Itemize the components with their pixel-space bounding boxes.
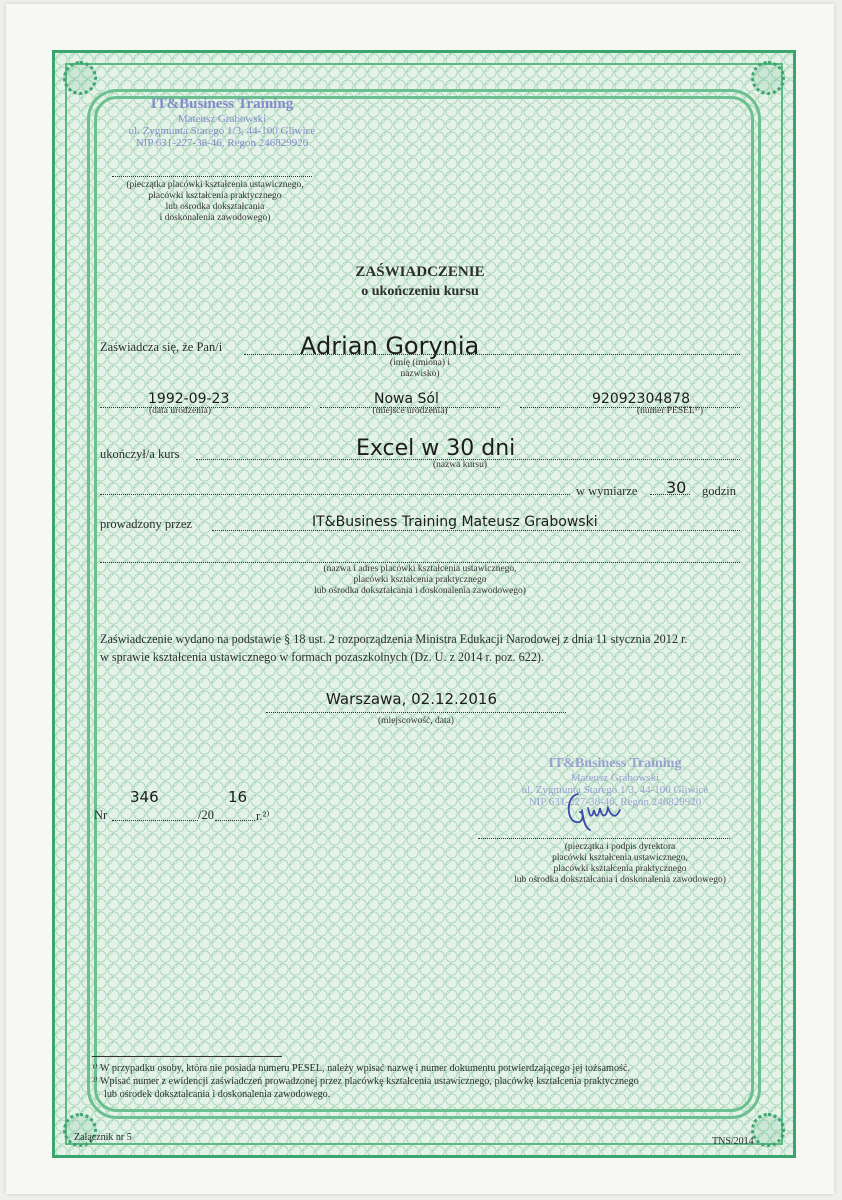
footnote-1: ¹⁾ W przypadku osoby, która nie posiada numeru PESEL, należy wpisać nazwę i numer dokumentu potwierdzającego jej tożsamość. bbox=[92, 1063, 631, 1074]
stamp-line: NIP 631-227-38-46, Regon 246829920 bbox=[135, 137, 309, 149]
footnote-2: ²⁾ Wpisać numer z ewidencji zaświadczeń prowadzonej przez placówkę kształcenia ustawicznego, placówkę kształcenia praktycznego bbox=[92, 1076, 639, 1087]
course-caption: (nazwa kursu) bbox=[432, 460, 488, 470]
caption-line: placówki kształcenia praktycznego bbox=[553, 864, 687, 874]
footnote-separator bbox=[92, 1056, 282, 1057]
place-date-caption: (miejscowość, data) bbox=[378, 716, 454, 726]
caption-line: (pieczątka placówki kształcenia ustawicznego, bbox=[126, 180, 304, 190]
person-label: Zaświadcza się, że Pan/i bbox=[100, 340, 223, 354]
birth-place-caption: (miejsce urodzenia) bbox=[372, 406, 448, 416]
stamp-line: IT&Business Training bbox=[150, 96, 294, 112]
year-prefix: /20 bbox=[198, 808, 214, 822]
course-label: ukończył/a kurs bbox=[100, 447, 180, 461]
corner-rosette-icon bbox=[63, 61, 97, 95]
birth-date-value: 1992-09-23 bbox=[148, 391, 230, 407]
stamp-caption bbox=[100, 180, 330, 224]
caption-line: (nazwa i adres placówki kształcenia ustawicznego, bbox=[323, 564, 517, 574]
stamp-line: Mateusz Grabowski bbox=[177, 113, 267, 125]
place-date-dotted-line bbox=[266, 712, 566, 713]
name-caption: (imię (imiona) i nazwisko) bbox=[389, 358, 451, 379]
year-value: 16 bbox=[228, 788, 248, 806]
course-continuation-dotted-line bbox=[100, 494, 570, 495]
hours-prefix: w wymiarze bbox=[576, 484, 638, 498]
number-dotted-line bbox=[112, 820, 198, 821]
stamp-line: IT&Business Training bbox=[548, 756, 682, 771]
pesel-value: 92092304878 bbox=[592, 391, 690, 407]
caption-line: lub ośrodka dokształcania i doskonalenia zawodowego) bbox=[514, 875, 726, 885]
caption-line: placówki kształcenia praktycznego bbox=[148, 191, 282, 201]
place-date-value: Warszawa, 02.12.2016 bbox=[326, 690, 497, 708]
stamp-dotted-line bbox=[112, 176, 312, 177]
birth-date-caption: (data urodzenia) bbox=[149, 406, 211, 416]
provider-dotted-line bbox=[212, 530, 740, 531]
caption-line: placówki kształcenia ustawicznego, bbox=[552, 853, 688, 863]
provider-caption bbox=[280, 564, 560, 597]
institution-stamp-top bbox=[102, 96, 342, 149]
legal-line: Zaświadczenie wydano na podstawie § 18 ust. 2 rozporządzenia Ministra Edukacji Narodowej z dnia 11 stycznia 2012 r. bbox=[100, 632, 688, 646]
document-subtitle: o ukończeniu kursu bbox=[361, 284, 479, 299]
caption-line: (pieczątka i podpis dyrektora bbox=[564, 842, 676, 852]
corner-rosette-icon bbox=[751, 61, 785, 95]
footnotes bbox=[92, 1062, 752, 1101]
director-caption bbox=[500, 842, 740, 886]
decorative-vine-frame bbox=[87, 89, 761, 1119]
course-name: Excel w 30 dni bbox=[356, 436, 516, 461]
year-dotted-line bbox=[215, 820, 255, 821]
document-title: ZAŚWIADCZENIE bbox=[355, 264, 485, 280]
person-name: Adrian Gorynia bbox=[300, 332, 480, 360]
corner-rosette-icon bbox=[751, 1113, 785, 1147]
caption-line: lub ośrodka dokształcania i doskonalenia zawodowego) bbox=[314, 586, 526, 596]
hours-value: 30 bbox=[666, 478, 687, 497]
number-value: 346 bbox=[130, 788, 159, 806]
stamp-line: ul. Zygmunta Starego 1/3, 44-100 Gliwice bbox=[128, 125, 316, 137]
legal-basis bbox=[100, 630, 750, 666]
annex-label: Załącznik nr 5 bbox=[74, 1132, 132, 1143]
caption-line: i doskonalenia zawodowego) bbox=[159, 213, 271, 223]
legal-line: w sprawie kształcenia ustawicznego w formach pozaszkolnych (Dz. U. z 2014 r. poz. 622). bbox=[100, 650, 545, 664]
stamp-line: ul. Zygmunta Starego 1/3, 44-100 Gliwice bbox=[521, 784, 709, 796]
caption-line: lub ośrodka dokształcania bbox=[165, 202, 265, 212]
stamp-line: NIP 631-227-38-46, Regon 246829920 bbox=[528, 796, 702, 808]
provider-name: IT&Business Training Mateusz Grabowski bbox=[312, 514, 598, 530]
provider-label: prowadzony przez bbox=[100, 517, 192, 531]
hours-suffix: godzin bbox=[702, 484, 737, 498]
number-suffix: r.²⁾ bbox=[256, 809, 270, 823]
director-signature-icon bbox=[560, 784, 640, 834]
provider-second-dotted-line bbox=[100, 562, 740, 563]
footnote-2-cont: lub ośrodek dokształcania i doskonalenia zawodowego. bbox=[104, 1089, 331, 1100]
stamp-line: Mateusz Grabowski bbox=[570, 772, 660, 784]
number-prefix: Nr bbox=[94, 808, 108, 822]
birth-place-value: Nowa Sól bbox=[374, 391, 439, 407]
form-code: TNS/2014 bbox=[712, 1136, 754, 1147]
caption-line: placówki kształcenia praktycznego bbox=[353, 575, 487, 585]
director-dotted-line bbox=[478, 838, 730, 839]
pesel-caption: (numer PESEL¹⁾) bbox=[636, 406, 704, 416]
